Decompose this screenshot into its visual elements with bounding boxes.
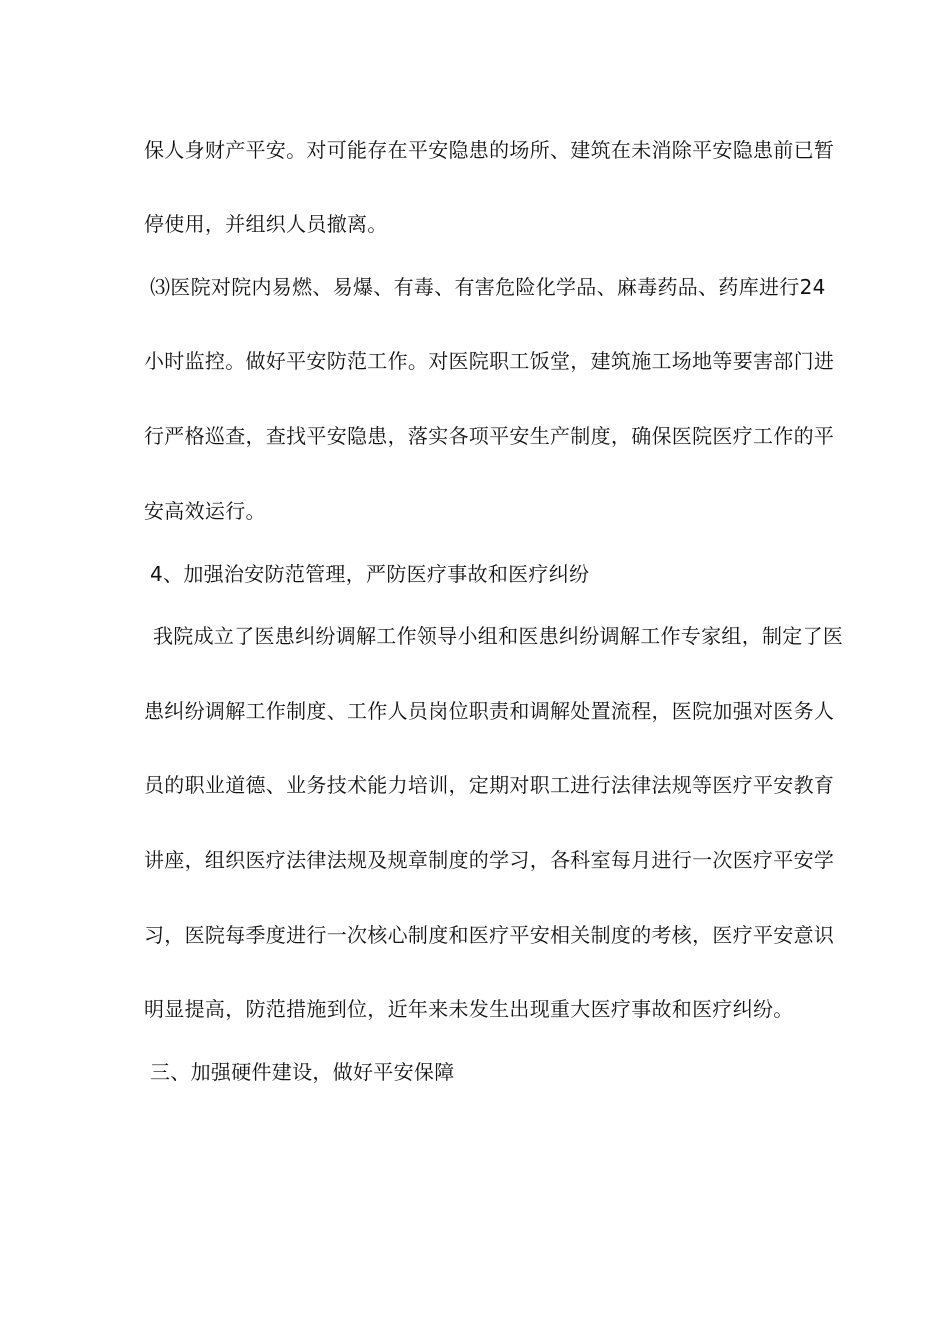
- list-item-text: ⑶医院对院内易燃、易爆、有毒、有害危险化学品、麻毒药品、药库进行24: [150, 275, 826, 299]
- body-text-line: 患纠纷调解工作制度、工作人员岗位职责和调解处置流程，医院加强对医务人: [144, 699, 835, 723]
- paragraph-first-line: 我院成立了医患纠纷调解工作领导小组和医患纠纷调解工作专家组，制定了医: [153, 624, 844, 648]
- body-text-line: 安高效运行。: [144, 499, 266, 523]
- body-text-line: 员的职业道德、业务技术能力培训，定期对职工进行法律法规等医疗平安教育: [144, 773, 835, 797]
- body-text-line: 行严格巡查，查找平安隐患，落实各项平安生产制度，确保医院医疗工作的平: [144, 424, 835, 448]
- body-text-line: 习，医院每季度进行一次核心制度和医疗平安相关制度的考核，医疗平安意识: [144, 923, 835, 947]
- section-heading: 4、加强治安防范管理，严防医疗事故和医疗纠纷: [150, 562, 590, 586]
- section-heading: 三、加强硬件建设，做好平安保障: [150, 1060, 455, 1084]
- body-text-line: 讲座，组织医疗法律法规及规章制度的学习，各科室每月进行一次医疗平安学: [144, 848, 835, 872]
- body-text-line: 明显提高，防范措施到位，近年来未发生出现重大医疗事故和医疗纠纷。: [144, 997, 794, 1021]
- body-text-line: 停使用，并组织人员撤离。: [144, 212, 388, 236]
- body-text-line: 保人身财产平安。对可能存在平安隐患的场所、建筑在未消除平安隐患前已暂: [144, 138, 835, 162]
- body-text-line: 小时监控。做好平安防范工作。对医院职工饭堂，建筑施工场地等要害部门进: [144, 349, 835, 373]
